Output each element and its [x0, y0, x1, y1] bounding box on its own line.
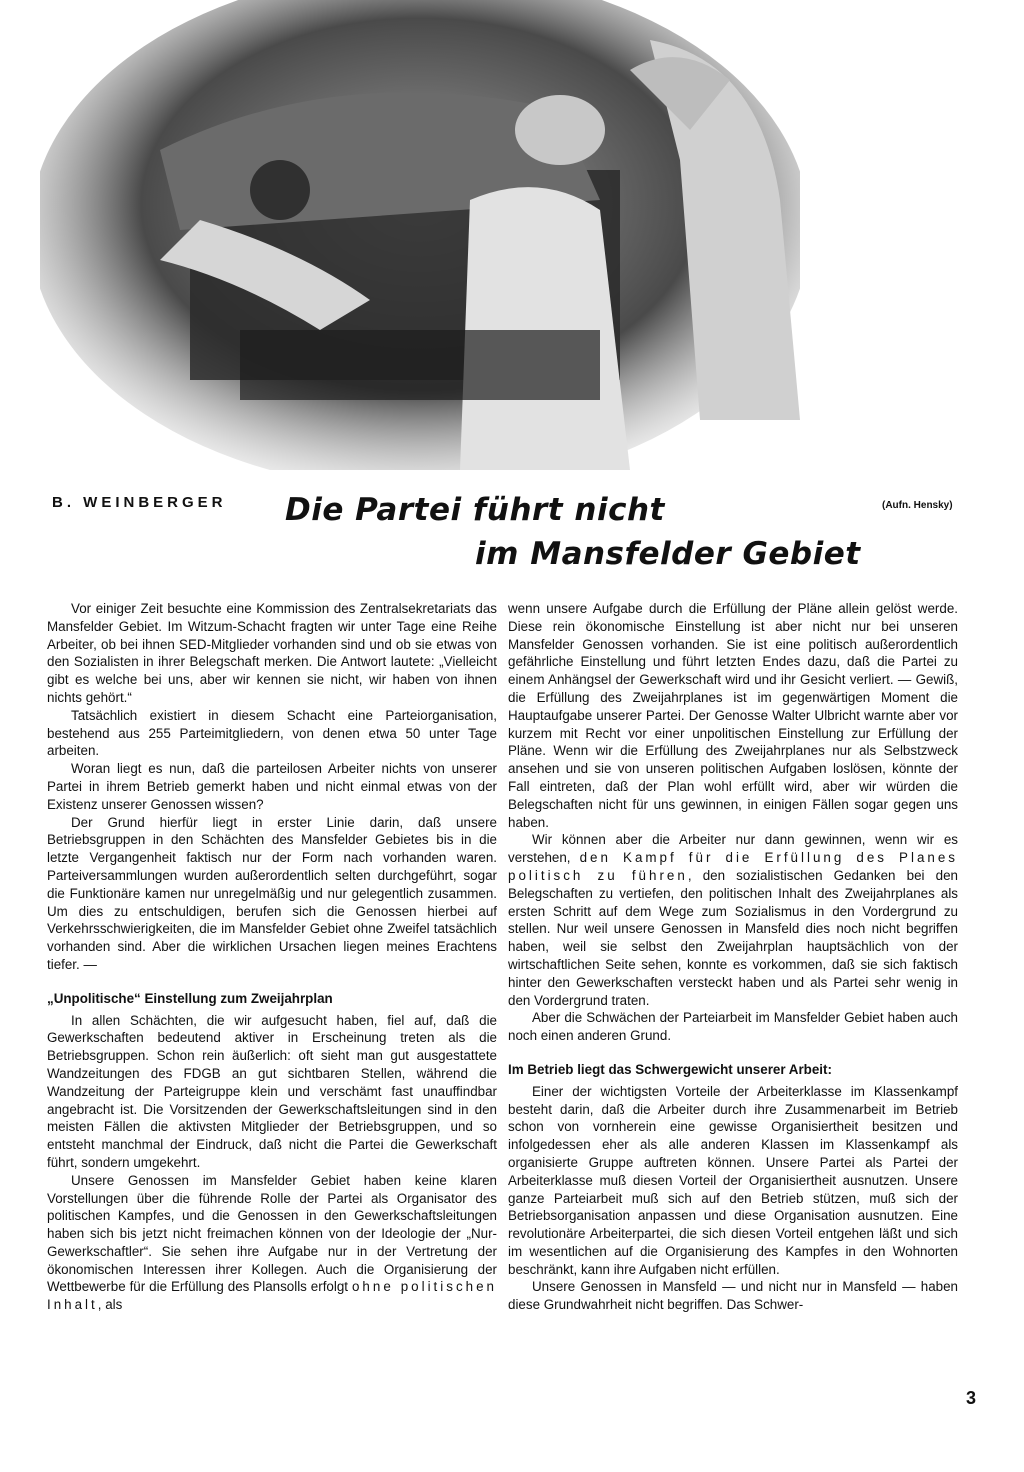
author-byline: B. WEINBERGER	[52, 494, 227, 511]
paragraph: In allen Schächten, die wir aufgesucht haben, fiel auf, daß die Gewerkschaften bedeutend aktiver in Erscheinung treten als die Betriebsgruppen. Schon rein äußerlich: oft sieht man gut ausgestattete Wandzeitungen des FDGB an gut sichtbaren Stellen, während die Wandzeitung der Parteigruppe klein und verschämt fast unauffindbar angebracht ist. Die Vorsitzenden der Gewerkschaftsleitungen sind in den meisten Fällen die aktivsten Mitglieder der Betriebsgruppen, und so entsteht manchmal der Eindruck, daß nicht die Partei die Gewerkschaft führt, sondern umgekehrt.	[47, 1012, 497, 1170]
section-heading: „Unpolitische“ Einstellung zum Zweijahrplan	[47, 990, 333, 1006]
mine-workers-photo	[40, 0, 800, 470]
paragraph: Einer der wichtigsten Vorteile der Arbeiterklasse im Klassenkampf besteht darin, daß die Arbeiter durch ihre Zusammenarbeit im Betrieb schon von vornherein eine gewisse Organisiertheit besitzen und infolgedessen eher als alle anderen Klassen im Klassenkampf als organisierte Gruppe auftreten können. Unsere Partei als Partei der Arbeiterklasse muß diesen Vorteil der Organisiertheit ausnutzen. Unsere ganze Parteiarbeit muß sich auf den Betrieb stützen, muß sich der Betriebsorganisation anpassen und diese Organisation ausnutzen. Eine revolutionäre Arbeiterpartei, die sich diesen Vorteil entgehen läßt und sich im wesentlichen auf die Organisierung des Kampfes in den Wohnorten beschränkt, kann ihre Aufgaben nicht erfüllen.	[508, 1083, 958, 1277]
paragraph	[508, 831, 958, 1009]
paragraph-text: , den sozialistischen Gedanken bei den Belegschaften zu vertiefen, den politischen Inhalt des Zweijahrplanes als ersten Schritt auf dem Wege zum Sozialismus in den Vordergrund zu stellen. Nur weil unsere Genossen in Mansfeld dies noch nicht begriffen haben, weil sie selbst den Zweijahrplan hauptsächlich von der wirtschaftlichen Seite sehen, konnte es vorkommen, daß sie sich faktisch hinter den Gewerkschaften versteckt haben und als Partei sehr wenig in den Vordergrund traten.	[508, 867, 958, 1008]
paragraph-text: Unsere Genossen im Mansfelder Gebiet haben keine klaren Vorstellungen über die führende Rolle der Partei als Organisator des politischen Kampfes, und die Genossen in den Gewerkschaftsleitungen haben sich bis jetzt nicht freimachen können von der Ideologie der „Nur-Gewerkschaftler“. Sie sehen ihre Aufgabe nur in der Vertretung der ökonomischen Interessen ihrer Kollegen. Auch die Organisierung der Wettbewerbe für die Erfüllung des Plansolls erfolgt	[47, 1172, 497, 1295]
page-number: 3	[966, 1388, 977, 1408]
emphasis-text: ohne politischen Inhalt	[47, 1279, 497, 1313]
title-line-1: Die Partei führt nicht	[285, 492, 665, 528]
left-column	[47, 600, 497, 1314]
paragraph	[47, 1172, 497, 1314]
paragraph-text: Wir können aber die Arbeiter nur dann gewinnen, wenn wir es verstehen,	[508, 832, 958, 866]
paragraph: Woran liegt es nun, daß die parteilosen Arbeiter nichts von unserer Partei in ihrem Betrieb gemerkt haben und nicht einmal etwas von der Existenz unserer Genossen wissen?	[47, 761, 497, 812]
photo-credit: (Aufn. Hensky)	[882, 500, 953, 511]
section-heading: Im Betrieb liegt das Schwergewicht unserer Arbeit:	[508, 1061, 832, 1077]
paragraph-text: , als	[97, 1297, 123, 1313]
article-title	[285, 488, 885, 576]
paragraph: Aber die Schwächen der Parteiarbeit im Mansfelder Gebiet haben auch noch einen anderen Grund.	[508, 1010, 958, 1044]
paragraph: Vor einiger Zeit besuchte eine Kommission des Zentralsekretariats das Mansfelder Gebiet. Im Witzum-Schacht fragten wir unter Tage eine Reihe Arbeiter, ob bei ihnen SED-Mitglieder vorhanden sind und ob sie etwas von den Sozialisten in ihrer Belegschaft merken. Die Antwort lautete: „Vielleicht gibt es welche bei uns, aber wir kennen sie nicht, wir haben von ihnen nichts gehört.“	[47, 601, 497, 705]
paragraph: wenn unsere Aufgabe durch die Erfüllung der Pläne allein gelöst werde. Diese rein ökonomische Einstellung ist aber nicht nur bei unseren Mansfelder Genossen vorhanden. Sie ist eine politisch außerordentlich gefährliche Einstellung und führt letzten Endes dazu, daß die Partei zu einem Anhängsel der Gewerkschaft wird und ihr Gesicht verliert. — Gewiß, die Erfüllung des Zweijahrplanes ist im gegenwärtigen Moment die Hauptaufgabe unserer Partei. Der Genosse Walter Ulbricht warnte aber vor kurzem mit Recht vor einer unpolitischen Einstellung zur Erfüllung der Pläne. Wenn wir die Erfüllung des Zweijahrplanes nur als Selbstzweck ansehen und sie von unseren politischen Aufgaben loslösen, könnte der Fall eintreten, daß der Plan wohl erfüllt wird, aber wir würden die Belegschaften nicht für uns gewinnen, in einigen Fällen sogar gegen uns haben.	[508, 601, 958, 830]
paragraph: Tatsächlich existiert in diesem Schacht eine Parteiorganisation, bestehend aus 255 Parteimitgliedern, von denen etwa 50 unter Tage arbeiten.	[47, 707, 497, 759]
paragraph: Unsere Genossen in Mansfeld — und nicht nur in Mansfeld — haben diese Grundwahrheit nicht begriffen. Das Schwer-	[508, 1279, 958, 1313]
right-column	[508, 600, 958, 1314]
emphasis-text: den Kampf für die Erfüllung des Planes politisch zu führen	[508, 850, 958, 883]
title-line-2: im Mansfelder Gebiet	[475, 536, 861, 572]
paragraph: Der Grund hierfür liegt in erster Linie darin, daß unsere Betriebsgruppen in den Schächten des Mansfelder Gebietes bis in die letzte Vergangenheit faktisch nur der Form nach vorhanden waren. Parteiversammlungen wurden außerordentlich selten durchgeführt, sogar die Funktionäre kamen nur unregelmäßig und nur gelegentlich zusammen. Um dies zu entschuldigen, berufen sich die Genossen hierbei auf Verkehrsschwierigkeiten, die im Mansfelder Gebiet ohne Zweifel tatsächlich vorhanden sind. Aber die wirklichen Ursachen liegen meines Erachtens tiefer. —	[47, 814, 497, 972]
